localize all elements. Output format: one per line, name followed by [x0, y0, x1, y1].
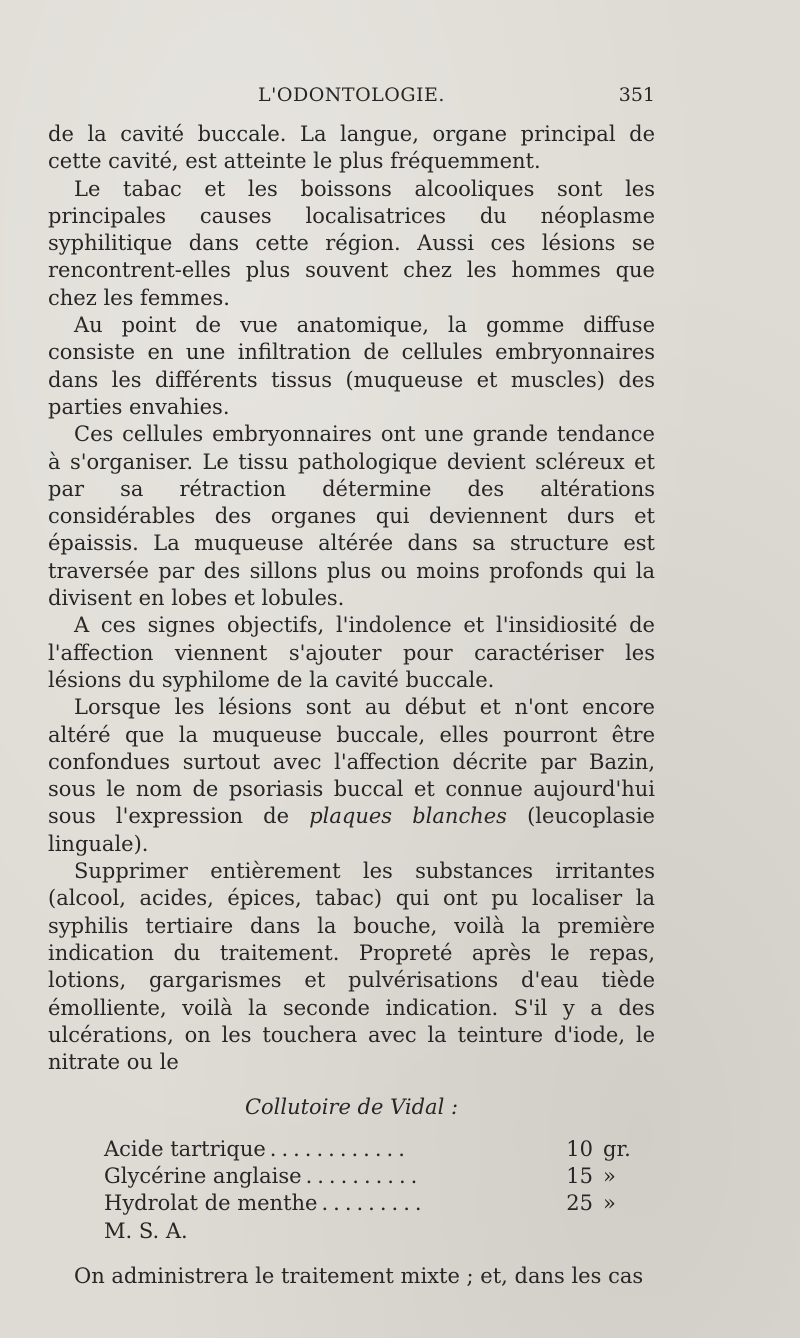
formula-title: Collutoire de Vidal : — [244, 1095, 459, 1120]
paragraph-6-text-a: Lorsque les lésions sont au début et n'ont encore altéré que la muqueuse buccale, elles pourront être confondues surtout avec l'affection décrite par Bazin, sous le nom de psoriasis buccal et connue aujourd'hui sous l'expression de — [48, 695, 655, 829]
ingredient-quantity: 25 — [566, 1191, 593, 1216]
formula-list — [104, 1136, 655, 1245]
formula-note: M. S. A. — [104, 1218, 188, 1243]
formula-item — [104, 1190, 655, 1217]
formula-item — [104, 1163, 655, 1190]
paragraph-1: de la cavité buccale. La langue, organe principal de cette cavité, est atteinte le plus fréquemment. — [48, 122, 655, 174]
body-text — [48, 121, 655, 1290]
ingredient-quantity: 10 — [566, 1136, 593, 1161]
paragraph-7: Supprimer entièrement les substances irritantes (alcool, acides, épices, tabac) qui ont pu localiser la syphilis tertiaire dans la bouche, voilà la première indication du traitement. Propreté après le repas, lotions, gargarismes et pulvérisations d'eau tiède émolliente, voilà la seconde indication. S'il y a des ulcérations, on les touchera avec la teinture d'iode, le nitrate ou le — [48, 859, 655, 1075]
ingredient-name: Acide tartrique — [104, 1136, 266, 1161]
paragraph-3: Au point de vue anatomique, la gomme diffuse consiste en une infiltration de cellules embryonnaires dans les différents tissus (muqueuse et muscles) des parties envahies. — [48, 313, 655, 419]
dot-leader: .......... — [305, 1163, 423, 1188]
formula-note-row — [104, 1218, 655, 1245]
page-header — [48, 84, 655, 114]
paragraph-6-italic: plaques blanches — [309, 804, 507, 829]
dot-leader: ............ — [269, 1136, 410, 1161]
ingredient-unit: » — [603, 1191, 616, 1216]
ingredient-name: Hydrolat de menthe — [104, 1191, 318, 1216]
ingredient-unit: gr. — [603, 1136, 631, 1161]
page-number: 351 — [618, 84, 655, 106]
closing-line: On administrera le traitement mixte ; et, dans les cas — [74, 1263, 644, 1288]
formula-item — [104, 1136, 655, 1163]
ingredient-name: Glycérine anglaise — [104, 1163, 302, 1188]
running-title: L'ODONTOLOGIE. — [258, 84, 445, 106]
paragraph-6 — [48, 694, 655, 858]
ingredient-unit: » — [603, 1163, 616, 1188]
ingredient-quantity: 15 — [566, 1163, 593, 1188]
paragraph-2: Le tabac et les boissons alcooliques sont les principales causes localisatrices du néoplasme syphilitique dans cette région. Aussi ces lésions se rencontrent-elles plus souvent chez les hommes que chez les femmes. — [48, 176, 655, 310]
paragraph-5: A ces signes objectifs, l'indolence et l'insidiosité de l'affection viennent s'ajouter pour caractériser les lésions du syphilome de la cavité buccale. — [48, 613, 655, 692]
paragraph-6-text-b: (leucoplasie linguale). — [48, 804, 655, 856]
paragraph-4: Ces cellules embryonnaires ont une grande tendance à s'organiser. Le tissu pathologique devient scléreux et par sa rétraction détermine des altérations considérables des organes qui deviennent durs et épaissis. La muqueuse altérée dans sa structure est traversée par des sillons plus ou moins profonds qui la divisent en lobes et lobules. — [48, 422, 655, 611]
dot-leader: ......... — [321, 1191, 427, 1216]
